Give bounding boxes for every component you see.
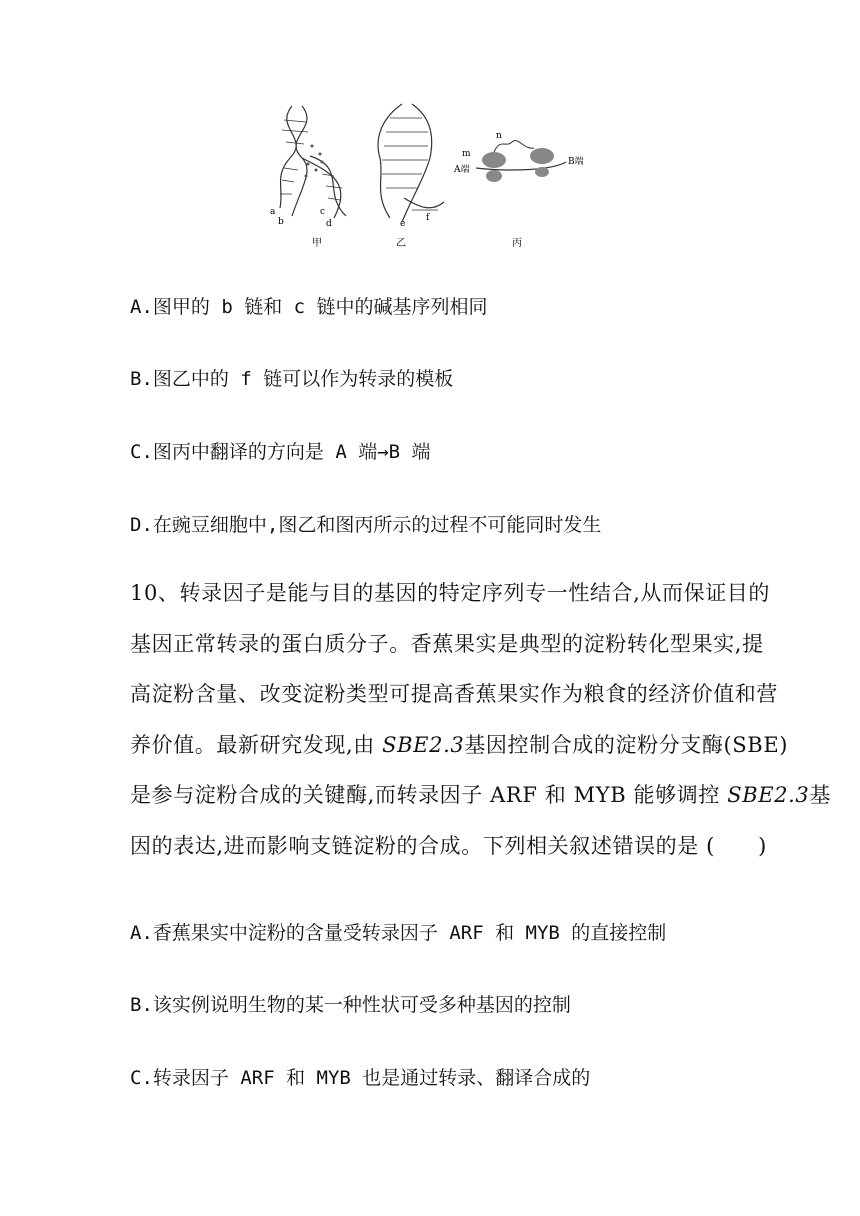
dna-figure-svg (262, 98, 602, 258)
figure-yi-transcription (378, 104, 444, 222)
label-b-end: B端 (568, 157, 584, 167)
q10-line-2: 基因正常转录的蛋白质分子。香蕉果实是典型的淀粉转化型果实,提 (130, 631, 764, 656)
label-bing: 丙 (512, 238, 522, 249)
q10-line-5 (130, 770, 831, 821)
dna-figure (262, 98, 602, 258)
figure-bing-translation (476, 140, 566, 182)
label-b: b (278, 217, 284, 227)
q10-line-5-a: 是参与淀粉合成的关键酶,而转录因子 ARF 和 MYB 能够调控 (130, 783, 728, 807)
label-d: d (326, 219, 332, 229)
q10-line-3: 高淀粉含量、改变淀粉类型可提高香蕉果实作为粮食的经济价值和营 (130, 682, 778, 706)
label-a: a (270, 207, 276, 217)
gene-name-1: SBE2.3 (382, 732, 465, 757)
label-c: c (320, 207, 326, 217)
q9-option-d: D.在豌豆细胞中,图乙和图丙所示的过程不可能同时发生 (130, 514, 602, 536)
label-a-end: A端 (454, 165, 470, 175)
label-jia: 甲 (312, 238, 322, 249)
label-m: m (462, 149, 471, 159)
q9-option-a: A.图甲的 b 链和 c 链中的碱基序列相同 (130, 296, 488, 318)
q10-option-c: C.转录因子 ARF 和 MYB 也是通过转录、翻译合成的 (130, 1067, 591, 1089)
label-n: n (496, 131, 502, 141)
gene-name-2: SBE2.3 (727, 783, 810, 807)
q10-line-4-b: 基因控制合成的淀粉分支酶(SBE) (464, 732, 789, 757)
q10-line-6: 因的表达,进而影响支链淀粉的合成。下列相关叙述错误的是 ( ) (130, 833, 767, 858)
figure-jia-replication (280, 106, 346, 218)
q10-stem (130, 568, 831, 871)
q10-option-a: A.香蕉果实中淀粉的含量受转录因子 ARF 和 MYB 的直接控制 (130, 922, 667, 944)
q9-option-c: C.图丙中翻译的方向是 A 端→B 端 (130, 441, 431, 463)
q10-line-5-b: 基 (809, 783, 831, 807)
q9-option-b: B.图乙中的 f 链可以作为转录的模板 (130, 368, 454, 390)
label-yi: 乙 (396, 238, 406, 249)
q10-option-b: B.该实例说明生物的某一种性状可受多种基因的控制 (130, 994, 571, 1016)
q10-line-4-a: 养价值。最新研究发现,由 (130, 732, 383, 757)
label-f: f (426, 213, 430, 223)
q10-line-4 (130, 720, 789, 771)
q10-line-1: 10、转录因子是能与目的基因的特定序列专一性结合,从而保证目的 (130, 581, 770, 605)
label-e: e (400, 219, 406, 229)
